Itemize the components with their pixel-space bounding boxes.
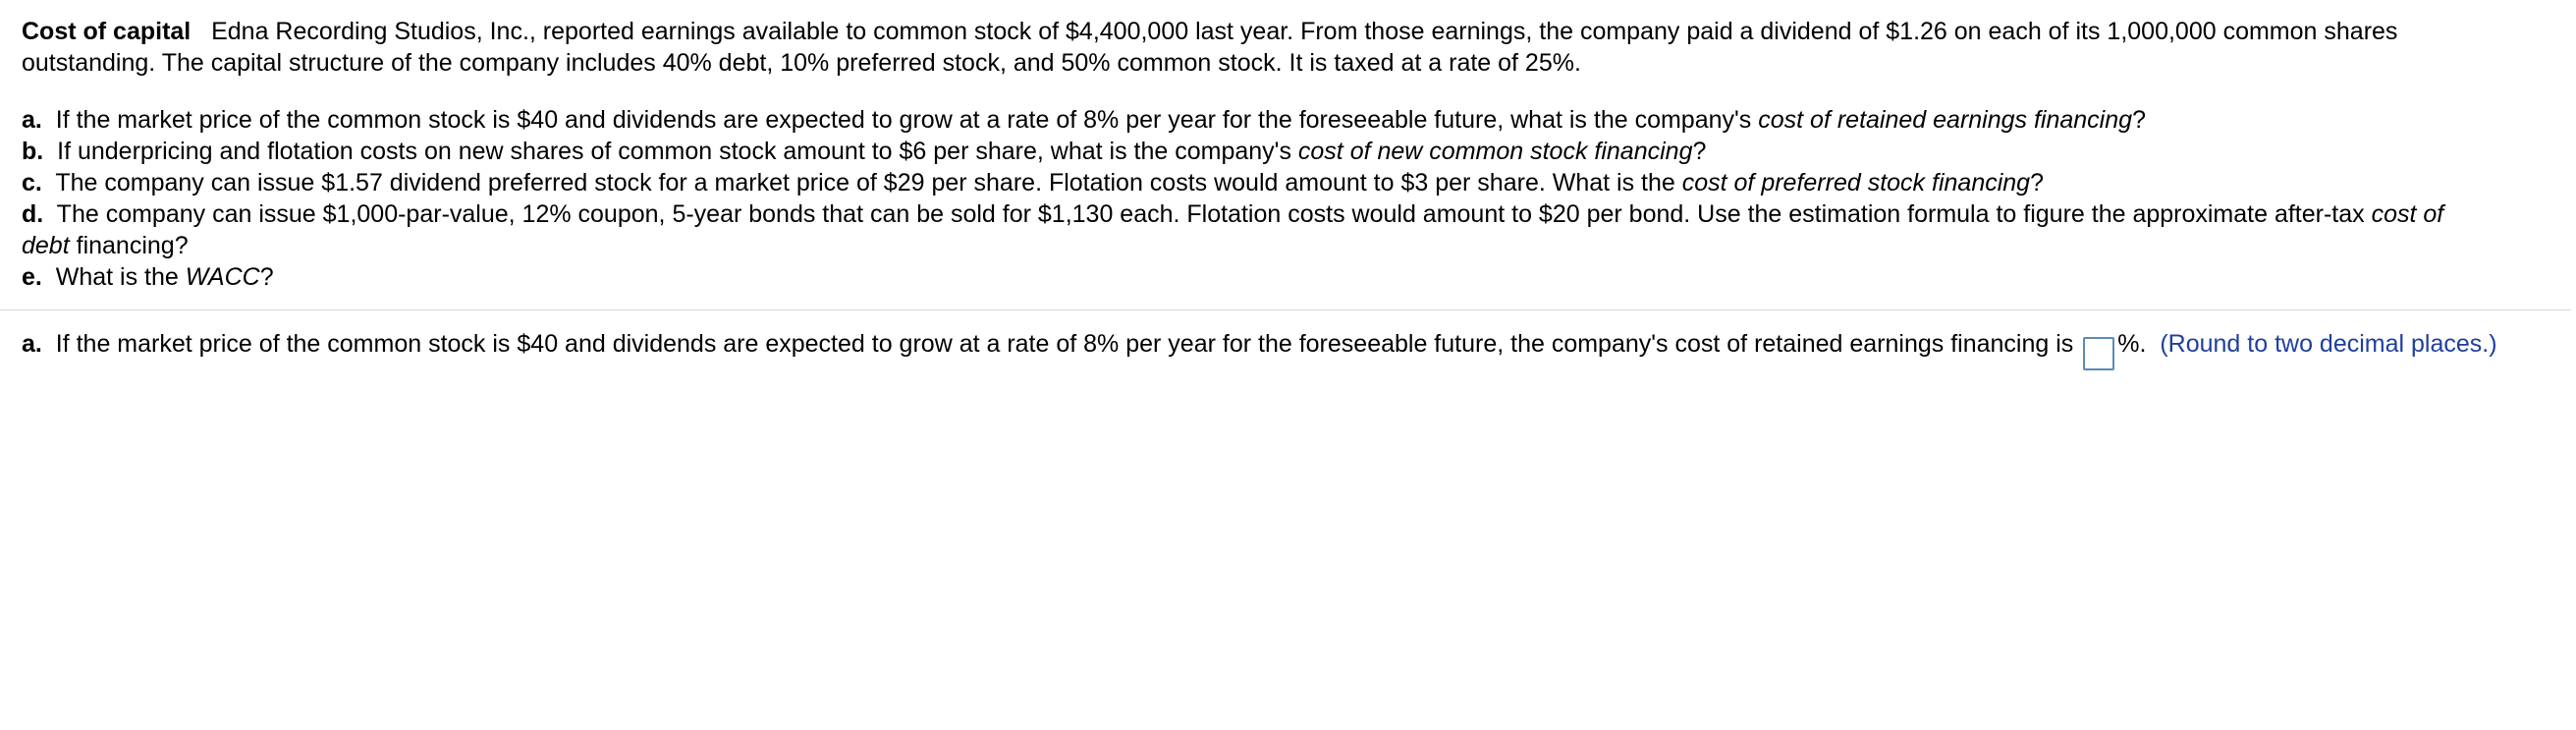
part-c-letter: c.: [22, 169, 42, 197]
part-c-end: ?: [2030, 169, 2044, 197]
part-d: [22, 198, 2565, 261]
cost-of-retained-earnings-input[interactable]: [2083, 337, 2114, 370]
part-e-text: What is the: [55, 263, 186, 291]
part-b-text: If underpricing and flotation costs on new shares of common stock amount to $6 per share, what is the company's: [57, 138, 1298, 165]
answer-unit: %.: [2117, 330, 2147, 358]
part-a: [22, 104, 2565, 136]
problem-statement: [22, 16, 2565, 79]
answer-section: [22, 325, 2546, 370]
part-b: [22, 136, 2565, 167]
part-c: [22, 167, 2565, 198]
part-c-term: cost of preferred stock financing: [1681, 169, 2031, 197]
part-b-letter: b.: [22, 138, 44, 165]
question-content: [22, 16, 2565, 293]
part-d-text: The company can issue $1,000-par-value, 12% coupon, 5-year bonds that can be sold for $1,130 each. Flotation costs would amount to $20 per bond. Use the estimation formula to figure the approximate after-tax: [56, 200, 2372, 228]
part-d-term-start: cost of: [2371, 200, 2444, 228]
part-a-term: cost of retained earnings financing: [1758, 106, 2133, 134]
part-d-end: financing?: [69, 232, 189, 259]
part-a-end: ?: [2132, 106, 2146, 134]
part-e-end: ?: [259, 263, 274, 291]
part-c-text: The company can issue $1.57 dividend preferred stock for a market price of $29 per share. Flotation costs would amount to $3 per share. What is the: [55, 169, 1682, 197]
question-parts: [22, 104, 2565, 293]
rounding-hint: (Round to two decimal places.): [2160, 330, 2497, 358]
problem-title: Cost of capital: [22, 18, 192, 45]
part-a-text: If the market price of the common stock is $40 and dividends are expected to grow at a rate of 8% per year for the foreseeable future, what is the company's: [55, 106, 1759, 134]
answer-prompt: If the market price of the common stock is $40 and dividends are expected to grow at a rate of 8% per year for the foreseeable future, the company's cost of retained earnings financing is: [55, 330, 2074, 358]
part-d-letter: d.: [22, 200, 44, 228]
section-divider: [0, 309, 2571, 310]
problem-intro-line1: Edna Recording Studios, Inc., reported earnings available to common stock of $4,400,000 last year. From those earnings, the company paid a dividend of $1.26 on each of its 1,000,000 common shares: [211, 18, 2398, 45]
part-e-letter: e.: [22, 263, 42, 291]
part-e: [22, 261, 2565, 293]
answer-letter: a.: [22, 330, 42, 358]
part-b-term: cost of new common stock financing: [1297, 138, 1693, 165]
problem-intro-line2: outstanding. The capital structure of the company includes 40% debt, 10% preferred stock, and 50% common stock. It is taxed at a rate of 25%.: [22, 49, 1581, 77]
part-e-term: WACC: [185, 263, 260, 291]
part-d-term-end: debt: [22, 232, 70, 259]
part-b-end: ?: [1692, 138, 1707, 165]
part-a-letter: a.: [22, 106, 42, 134]
